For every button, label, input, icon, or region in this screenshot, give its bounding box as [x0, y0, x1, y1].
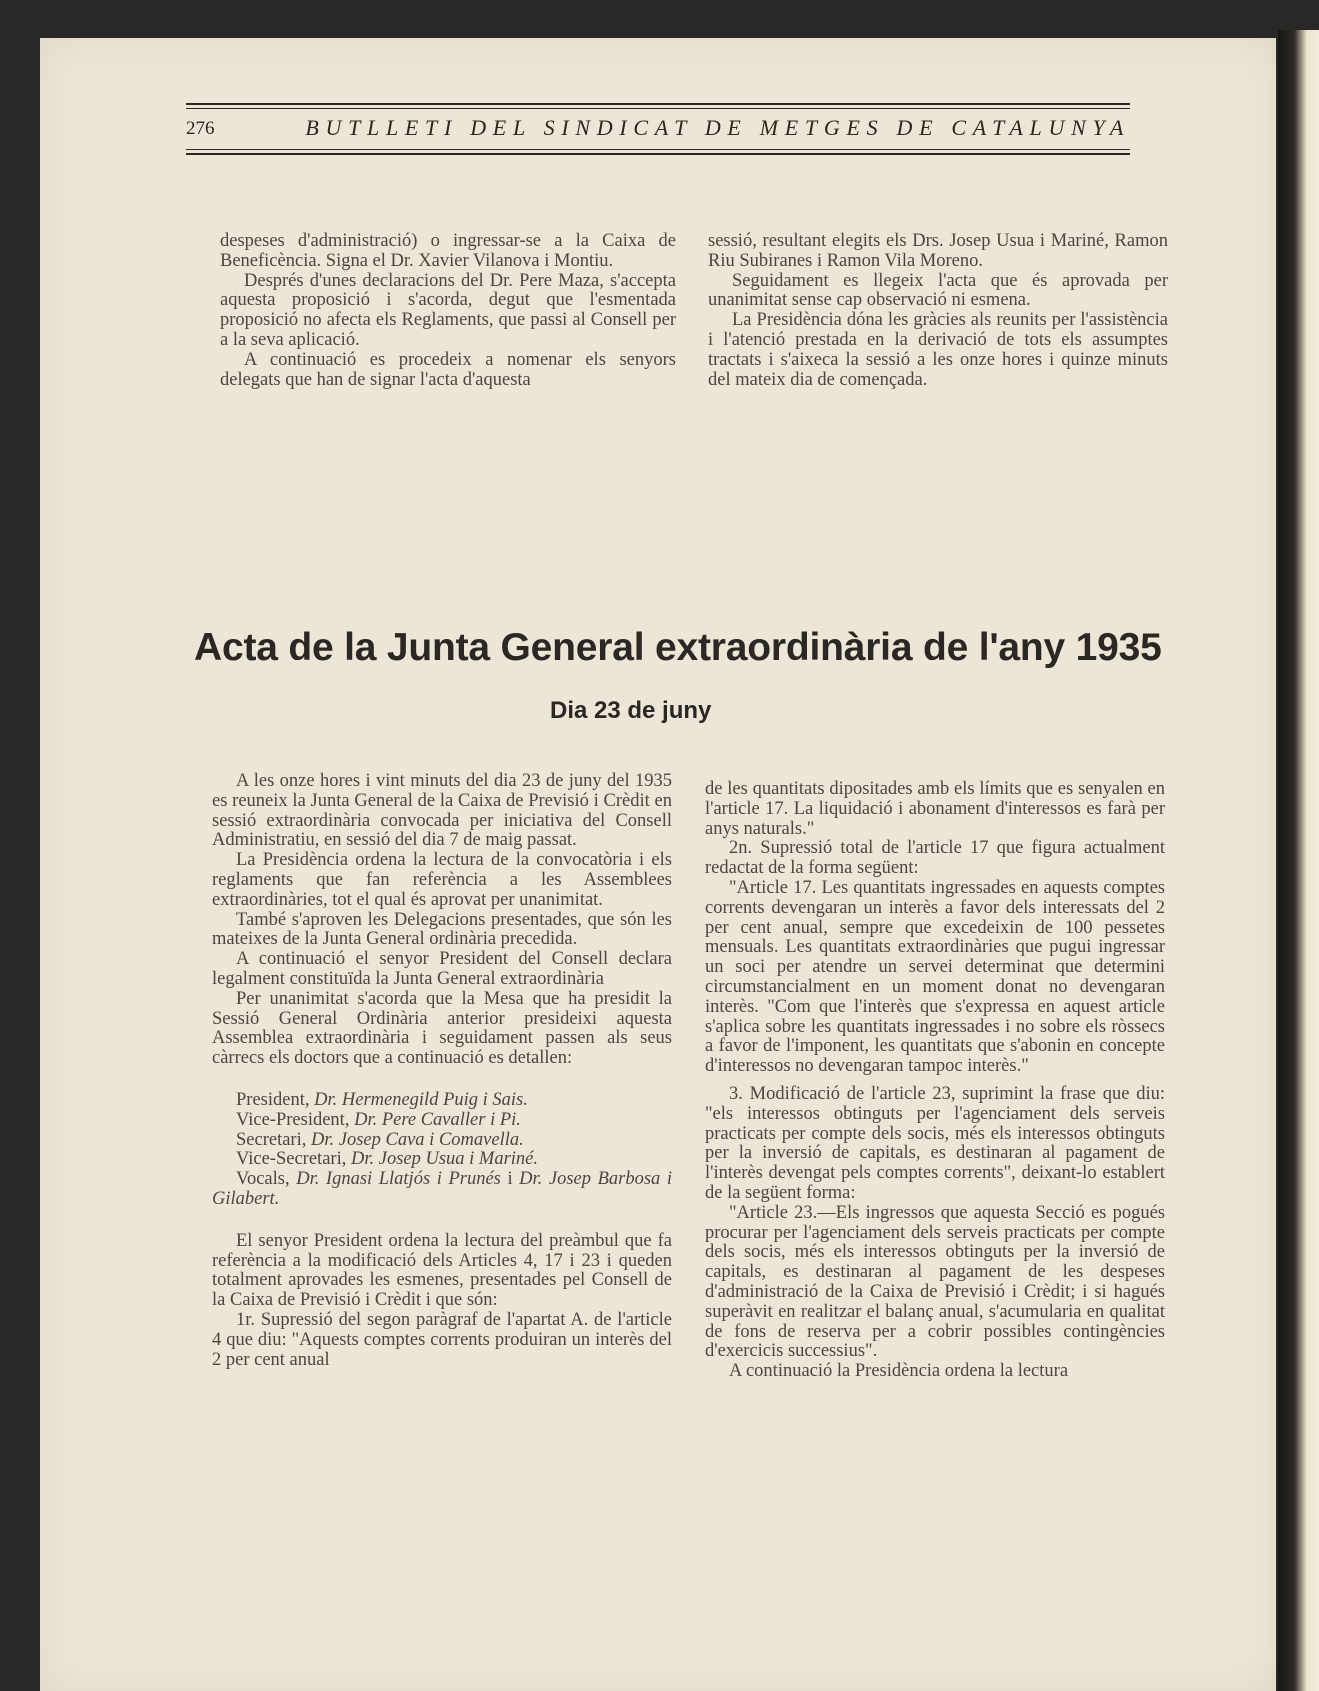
paragraph: 2n. Supressió total de l'article 17 que figura actualment redactat de la forma següent:: [705, 838, 1165, 879]
page-number: 276: [186, 118, 215, 139]
spacer: [212, 1210, 672, 1232]
paragraph: sessió, resultant elegits els Drs. Josep Usua i Mariné, Ramon Riu Subiranes i Ramon Vila Moreno.: [708, 231, 1168, 271]
officer-name: Dr. Josep Barbosa i Gilabert.: [212, 1169, 672, 1209]
paragraph: A continuació es procedeix a nomenar els senyors delegats que han de signar l'acta d'aquesta: [220, 349, 676, 390]
officer-name: Dr. Pere Cavaller i Pi.: [354, 1109, 521, 1130]
officer-role: Vice-President,: [236, 1109, 350, 1130]
officer-name: Dr. Josep Cava i Comavella.: [311, 1129, 524, 1150]
top-right-column: [708, 232, 1168, 390]
paragraph: 3. Modificació de l'article 23, suprimint la frase que diu: "els interessos obtinguts per l'agenciament dels serveis practicats per compte dels socis, més els interessos obtinguts per la inversió de capitals, es destinaran al pagament de l'interès devengat pels comptes corrents", deixant-lo establert de la següent forma:: [705, 1083, 1165, 1203]
officer-line: [212, 1131, 672, 1151]
paragraph: També s'aproven les Delegacions presentades, que són les mateixes de la Junta General ordinària precedida.: [212, 909, 672, 950]
paragraph: de les quantitats dipositades amb els límits que es senyalen en l'article 17. La liquidació i abonament d'interessos es farà per anys naturals.": [705, 779, 1165, 839]
conjunction: i: [507, 1169, 513, 1190]
article-subtitle: Dia 23 de juny: [550, 697, 712, 724]
paragraph: despeses d'administració) o ingressar-se a la Caixa de Beneficència. Signa el Dr. Xavier Vilanova i Montiu.: [220, 231, 676, 271]
paragraph: A continuació el senyor President del Consell declara legalment constituïda la Junta General extraordinària: [212, 949, 672, 989]
paragraph: A continuació la Presidència ordena la lectura: [729, 1361, 1069, 1382]
header-rule-top-thin: [186, 108, 1130, 109]
paragraph: "Article 23.—Els ingressos que aquesta Secció es pogués procurar per l'agenciament dels serveis practicats per compte dels socis, més els interessos obtinguts per la inversió de capitals, es destinaran al pagament de les despeses d'administració de la Caixa de Previsió i Crèdit; i si hagués superàvit en realitzar el balanç anual, s'acumularia en qualitat de fons de reserva per a cobrir possibles contingències d'exercicis successius".: [705, 1202, 1165, 1362]
paragraph: La Presidència ordena la lectura de la convocatòria i els reglaments que fan referència a les Assemblees extraordinàries, tot el qual és aprovat per unanimitat.: [212, 850, 672, 910]
scan-border: [1278, 30, 1319, 1691]
officer-role: Vocals,: [236, 1169, 290, 1190]
paragraph: 1r. Supressió del segon paràgraf de l'apartat A. de l'article 4 que diu: "Aquests comptes corrents produiran un interès del 2 per cent anual: [212, 1309, 672, 1370]
paragraph: "Article 17. Les quantitats ingressades en aquests comptes corrents devengaran un interès a favor dels interessats del 2 per cent anual, sempre que excedeixin de 100 pessetes mensuals. Les quantitats extraordinàries que pugui ingressar un soci per atendre un servei determinat que determini circumstancialment en un moment donat no devengaran interès. "Com que l'interès que s'expressa en aquest article s'aplica sobre les quantitats ingressades i no sobre els ròssecs a favor de l'imponent, les quantitats que s'abonin en concepte d'interessos no devengaran tampoc interès.": [705, 877, 1165, 1077]
officer-role: Vice-Secretari,: [236, 1149, 347, 1170]
paragraph: Seguidament es llegeix l'acta que és aprovada per unanimitat sense cap observació ni esmena.: [708, 270, 1168, 311]
article-title: Acta de la Junta General extraordinària de l'any 1935: [194, 626, 1162, 669]
officer-role: Secretari,: [236, 1129, 307, 1150]
paragraph: Després d'unes declaracions del Dr. Pere Maza, s'accepta aquesta proposició i s'acorda, degut que l'esmentada proposició no afecta els Reglaments, que passi al Consell per a la seva aplicació.: [220, 270, 676, 350]
article-left-column: [212, 772, 672, 1370]
officer-name: Dr. Josep Usua i Mariné.: [350, 1149, 539, 1170]
officer-name: Dr. Ignasi Llatjós i Prunés: [296, 1169, 501, 1190]
header-rule-bottom: [186, 153, 1130, 155]
officer-line: [212, 1111, 672, 1131]
officer-line-vocals: [212, 1170, 672, 1210]
officer-line: [212, 1150, 672, 1170]
journal-title: BUTLLETI DEL SINDICAT DE METGES DE CATALUNYA: [305, 115, 1130, 140]
paragraph: A les onze hores i vint minuts del dia 23 de juny del 1935 es reuneix la Junta General de la Caixa de Previsió i Crèdit en sessió extraordinària convocada per iniciativa del Consell Administratiu, en sessió del dia 7 de maig passat.: [212, 771, 672, 851]
top-left-column: [220, 232, 676, 390]
header-rule-bottom-thin: [186, 149, 1130, 150]
officer-role: President,: [236, 1089, 310, 1110]
running-header: [186, 103, 1130, 158]
paragraph: Per unanimitat s'acorda que la Mesa que ha presidit la Sessió General Ordinària anterior presideixi aquesta Assemblea extraordinària i seguidament passen als seus càrrecs els doctors que a continuació es detallen:: [212, 988, 672, 1069]
paragraph: El senyor President ordena la lectura del preàmbul que fa referència a la modificació dels Articles 4, 17 i 23 i queden totalment aprovades les esmenes, presentades pel Consell de la Caixa de Previsió i Crèdit i que són:: [212, 1230, 672, 1311]
spacer: [212, 1069, 672, 1091]
header-rule-top: [186, 103, 1130, 105]
officer-name: Dr. Hermenegild Puig i Sais.: [314, 1089, 528, 1110]
officer-line: [212, 1091, 672, 1111]
article-right-column: [705, 780, 1165, 1382]
paragraph: La Presidència dóna les gràcies als reunits per l'assistència i l'atenció prestada en la derivació de tots els assumptes tractats i s'aixeca la sessió a les onze hores i quinze minuts del mateix dia de començada.: [708, 310, 1168, 390]
